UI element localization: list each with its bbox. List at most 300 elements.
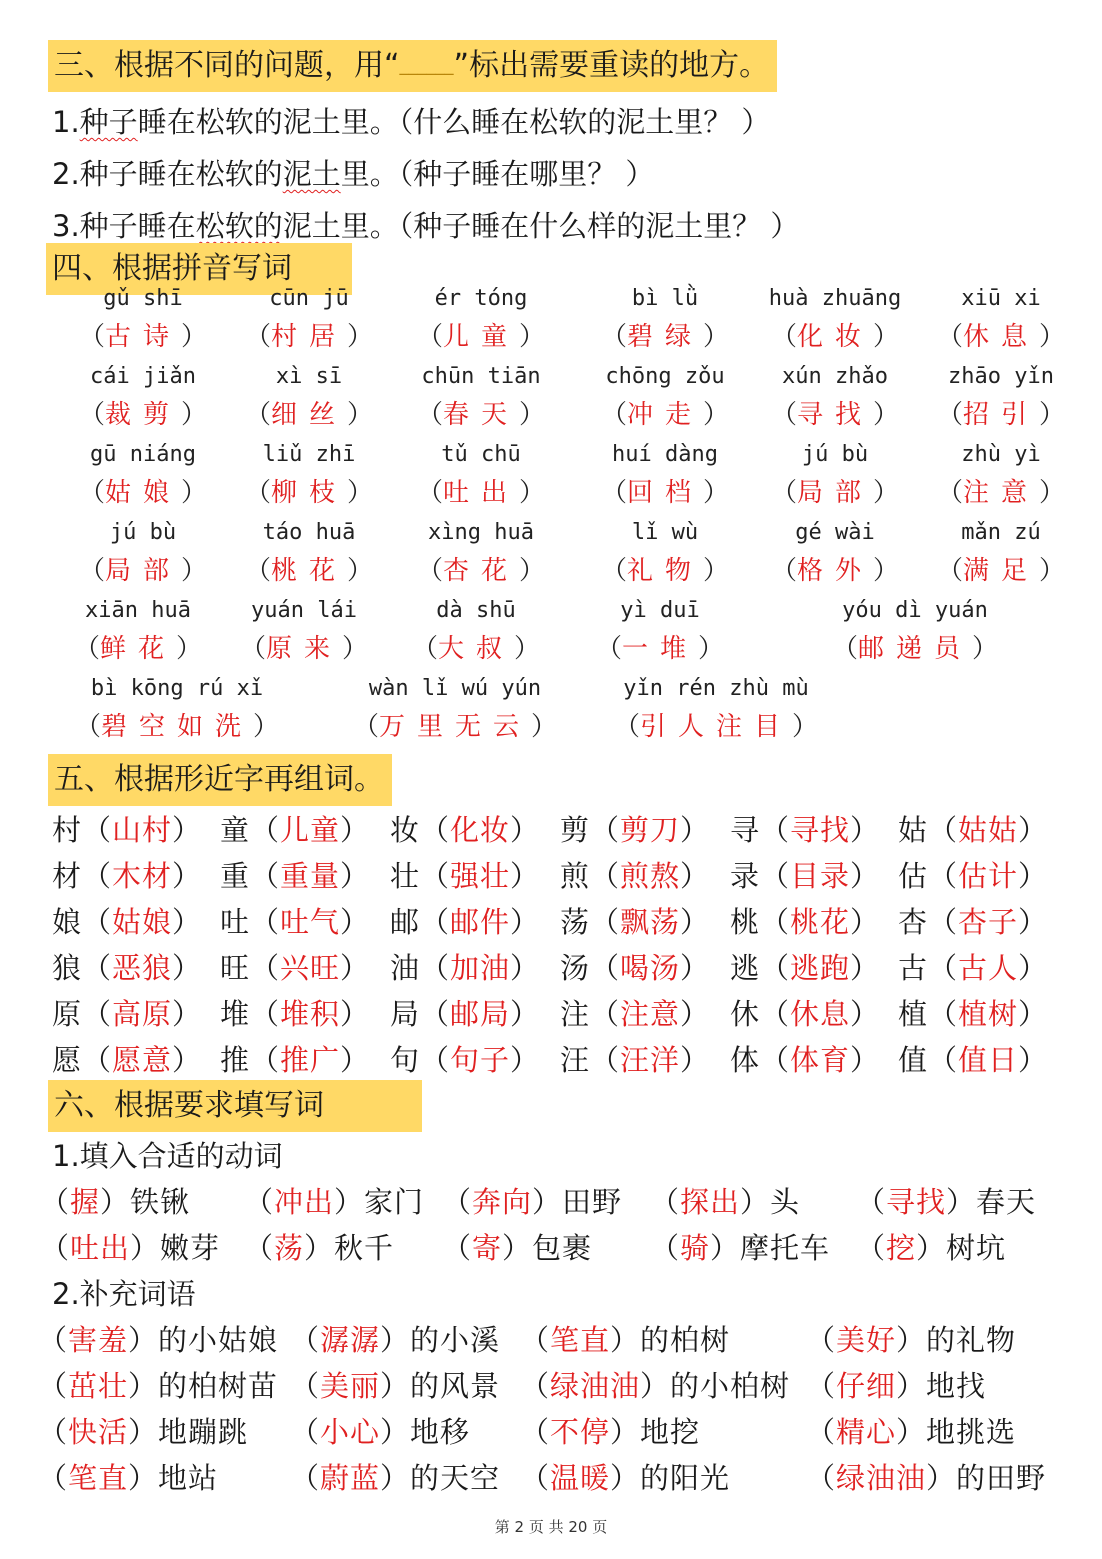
base-char: 剪: [560, 813, 591, 847]
paren-close: ）: [532, 1185, 563, 1219]
similar-char-item: [898, 992, 1048, 1033]
pinyin-label: huí dàng: [612, 442, 718, 467]
pinyin-answer: [224, 472, 394, 509]
paren-open: （: [416, 322, 443, 352]
similar-char-item: [560, 1038, 710, 1079]
paren-close: ）: [873, 400, 900, 430]
paren-close: ）: [1018, 951, 1049, 985]
formed-word: 值日: [958, 1043, 1019, 1077]
phrase-fill-item: [520, 1456, 730, 1497]
paren-open: （: [760, 813, 791, 847]
paren-close: ）: [347, 478, 374, 508]
paren-close: ）: [873, 556, 900, 586]
paren-close: ）: [916, 1231, 947, 1265]
paren-open: （: [290, 1461, 321, 1495]
pinyin-label: yuán lái: [251, 598, 357, 623]
section-4-title: 四、根据拼音写词: [46, 243, 352, 295]
paren-open: （: [856, 1231, 887, 1265]
base-char: 汤: [560, 951, 591, 985]
formed-word: 喝汤: [620, 951, 681, 985]
paren-open: （: [82, 813, 113, 847]
base-char: 油: [390, 951, 421, 985]
paren-close: ）: [340, 1043, 371, 1077]
pinyin-label: zhù yì: [961, 442, 1041, 467]
pinyin-answer: [224, 394, 394, 431]
formed-word: 木材: [112, 859, 173, 893]
formed-word: 句子: [450, 1043, 511, 1077]
pinyin-answer: [396, 394, 566, 431]
paren-open: （: [290, 1415, 321, 1449]
paren-open: （: [290, 1369, 321, 1403]
base-char: 估: [898, 859, 929, 893]
base-char: 桃: [730, 905, 761, 939]
paren-close: ）: [181, 322, 208, 352]
phrase-fill-item: [806, 1410, 1016, 1451]
phrase-answer: 绿油油: [550, 1369, 641, 1403]
base-char: 娘: [52, 905, 83, 939]
paren-close: ）: [340, 997, 371, 1031]
paren-close: ）: [850, 997, 881, 1031]
paren-open: （: [250, 1043, 281, 1077]
pinyin-label: chōng zǒu: [605, 364, 725, 389]
paren-close: ）: [710, 1231, 741, 1265]
paren-close: ）: [792, 712, 819, 742]
pinyin-label: xiān huā: [85, 598, 191, 623]
similar-char-item: [730, 946, 880, 987]
verb-object: 铁锹: [130, 1185, 191, 1219]
verb-object: 家门: [364, 1185, 425, 1219]
phrase-noun: 地挑选: [926, 1415, 1017, 1449]
paren-close: ）: [172, 905, 203, 939]
base-char: 旺: [220, 951, 251, 985]
answer-word: 满足: [962, 556, 1039, 586]
paren-close: ）: [380, 1415, 411, 1449]
verb-fill-item: [244, 1226, 394, 1267]
paren-open: （: [590, 813, 621, 847]
formed-word: 山村: [112, 813, 173, 847]
answer-word: 万里无云: [378, 712, 531, 742]
phrase-answer: 笔直: [550, 1323, 611, 1357]
paren-close: ）: [181, 400, 208, 430]
similar-char-item: [52, 946, 202, 987]
similar-char-item: [52, 900, 202, 941]
verb-fill-item: [856, 1226, 1006, 1267]
formed-word: 邮局: [450, 997, 511, 1031]
phrase-noun: 的小姑娘: [158, 1323, 279, 1357]
formed-word: 重量: [280, 859, 341, 893]
answer-word: 格外: [796, 556, 873, 586]
pinyin-label: táo huā: [262, 520, 356, 545]
verb-answer: 探出: [680, 1185, 741, 1219]
answer-word: 一堆: [621, 634, 698, 664]
paren-close: ）: [340, 813, 371, 847]
formed-word: 煎熬: [620, 859, 681, 893]
answer-word: 裁剪: [104, 400, 181, 430]
verb-object: 嫩芽: [160, 1231, 221, 1265]
paren-close: ）: [1039, 556, 1066, 586]
formed-word: 推广: [280, 1043, 341, 1077]
paren-open: （: [928, 1043, 959, 1077]
verb-object: 田野: [562, 1185, 623, 1219]
paren-open: （: [595, 634, 622, 664]
pinyin-answer: [396, 472, 566, 509]
paren-close: ）: [128, 1369, 159, 1403]
pinyin-label: gé wài: [795, 520, 875, 545]
phrase-answer: 害羞: [68, 1323, 129, 1357]
base-char: 原: [52, 997, 83, 1031]
answer-word: 注意: [962, 478, 1039, 508]
similar-char-item: [390, 992, 540, 1033]
base-char: 杏: [898, 905, 929, 939]
answer-word: 大叔: [437, 634, 514, 664]
verb-fill-item: [442, 1180, 622, 1221]
phrase-fill-item: [38, 1364, 278, 1405]
paren-close: ）: [253, 712, 280, 742]
paren-open: （: [520, 1415, 551, 1449]
answer-word: 寻找: [796, 400, 873, 430]
paren-close: ）: [172, 813, 203, 847]
paren-close: ）: [703, 400, 730, 430]
paren-open: （: [290, 1323, 321, 1357]
paren-close: ）: [380, 1461, 411, 1495]
paren-open: （: [590, 905, 621, 939]
paren-open: （: [82, 905, 113, 939]
paren-open: （: [82, 997, 113, 1031]
paren-open: （: [760, 997, 791, 1031]
paren-close: ）: [680, 905, 711, 939]
pinyin-label: yóu dì yuán: [842, 598, 988, 623]
similar-char-item: [52, 1038, 202, 1079]
phrase-fill-item: [290, 1318, 500, 1359]
pinyin-label: yì duī: [620, 598, 700, 623]
verb-answer: 冲出: [274, 1185, 335, 1219]
answer-word: 桃花: [270, 556, 347, 586]
base-char: 童: [220, 813, 251, 847]
sec3-item-1: 1.种子睡在松软的泥土里。（什么睡在松软的泥土里？ ）: [52, 105, 771, 139]
paren-close: ）: [380, 1323, 411, 1357]
pinyin-label: tǔ chū: [441, 442, 521, 467]
similar-char-item: [730, 854, 880, 895]
pinyin-answer: [224, 550, 394, 587]
similar-char-item: [220, 946, 370, 987]
similar-char-item: [52, 808, 202, 849]
phrase-answer: 快活: [68, 1415, 129, 1449]
paren-close: ）: [510, 859, 541, 893]
phrase-answer: 美好: [836, 1323, 897, 1357]
pinyin-answer: [596, 706, 836, 743]
paren-close: ）: [519, 556, 546, 586]
paren-close: ）: [680, 813, 711, 847]
formed-word: 堆积: [280, 997, 341, 1031]
phrase-answer: 茁壮: [68, 1369, 129, 1403]
paren-open: （: [770, 556, 797, 586]
paren-close: ）: [850, 1043, 881, 1077]
similar-char-item: [730, 900, 880, 941]
phrase-fill-item: [290, 1364, 500, 1405]
paren-close: ）: [502, 1231, 533, 1265]
phrase-answer: 温暖: [550, 1461, 611, 1495]
paren-open: （: [38, 1323, 69, 1357]
paren-open: （: [770, 400, 797, 430]
paren-open: （: [78, 556, 105, 586]
paren-close: ）: [128, 1415, 159, 1449]
verb-answer: 荡: [274, 1231, 305, 1265]
paren-open: （: [420, 905, 451, 939]
paren-open: （: [411, 634, 438, 664]
phrase-fill-item: [38, 1318, 278, 1359]
paren-close: ）: [610, 1415, 641, 1449]
verb-answer: 握: [70, 1185, 101, 1219]
verb-object: 春天: [976, 1185, 1037, 1219]
sec6-subtitle-2: 2.补充词语: [52, 1277, 196, 1311]
page-footer: 第 2 页 共 20 页: [494, 1518, 608, 1536]
answer-word: 姑娘: [104, 478, 181, 508]
formed-word: 休息: [790, 997, 851, 1031]
base-char: 休: [730, 997, 761, 1031]
phrase-noun: 的风景: [410, 1369, 501, 1403]
paren-open: （: [244, 1185, 275, 1219]
pinyin-label: cái jiǎn: [90, 364, 196, 389]
similar-char-item: [390, 808, 540, 849]
paren-open: （: [770, 322, 797, 352]
pinyin-label: chūn tiān: [421, 364, 541, 389]
similar-char-item: [730, 808, 880, 849]
phrase-fill-item: [520, 1318, 730, 1359]
pinyin-label: xì sī: [275, 364, 343, 389]
answer-word: 冲走: [626, 400, 703, 430]
pinyin-label: yǐn rén zhù mù: [623, 676, 809, 701]
base-char: 壮: [390, 859, 421, 893]
answer-word: 邮递员: [857, 634, 972, 664]
paren-open: （: [760, 859, 791, 893]
formed-word: 目录: [790, 859, 851, 893]
paren-close: ）: [510, 951, 541, 985]
formed-word: 恶狼: [112, 951, 173, 985]
formed-word: 逃跑: [790, 951, 851, 985]
paren-close: ）: [181, 556, 208, 586]
paren-open: （: [416, 478, 443, 508]
paren-open: （: [244, 400, 271, 430]
phrase-answer: 小心: [320, 1415, 381, 1449]
phrase-answer: 仔细: [836, 1369, 897, 1403]
paren-close: ）: [1018, 1043, 1049, 1077]
pinyin-answer: [750, 472, 920, 509]
similar-char-item: [390, 1038, 540, 1079]
paren-open: （: [760, 951, 791, 985]
phrase-noun: 的小溪: [410, 1323, 501, 1357]
similar-char-item: [220, 1038, 370, 1079]
phrase-fill-item: [290, 1456, 500, 1497]
pinyin-answer: [224, 628, 384, 665]
paren-open: （: [250, 813, 281, 847]
verb-fill-item: [244, 1180, 424, 1221]
paren-open: （: [600, 556, 627, 586]
answer-word: 局部: [104, 556, 181, 586]
pinyin-answer: [58, 472, 228, 509]
similar-char-item: [560, 854, 710, 895]
similar-char-item: [898, 900, 1048, 941]
formed-word: 加油: [450, 951, 511, 985]
pinyin-label: bì lǜ: [631, 286, 699, 311]
phrase-noun: 的田野: [956, 1461, 1047, 1495]
paren-close: ）: [380, 1369, 411, 1403]
answer-word: 碧绿: [626, 322, 703, 352]
paren-close: ）: [347, 556, 374, 586]
sec3-item-3: 3.种子睡在松软的泥土里。（种子睡在什么样的泥土里？ ）: [52, 209, 800, 243]
paren-open: （: [250, 997, 281, 1031]
pinyin-label: ér tóng: [434, 286, 528, 311]
base-char: 煎: [560, 859, 591, 893]
paren-close: ）: [740, 1185, 771, 1219]
base-char: 村: [52, 813, 83, 847]
base-char: 堆: [220, 997, 251, 1031]
similar-char-item: [898, 946, 1048, 987]
similar-char-item: [560, 946, 710, 987]
paren-close: ）: [640, 1369, 671, 1403]
formed-word: 化妆: [450, 813, 511, 847]
pinyin-label: gǔ shī: [103, 286, 183, 311]
base-char: 荡: [560, 905, 591, 939]
phrase-noun: 地站: [158, 1461, 219, 1495]
phrase-noun: 的阳光: [640, 1461, 731, 1495]
verb-object: 摩托车: [740, 1231, 831, 1265]
phrase-answer: 蔚蓝: [320, 1461, 381, 1495]
answer-word: 细丝: [270, 400, 347, 430]
phrase-answer: 美丽: [320, 1369, 381, 1403]
phrase-fill-item: [806, 1456, 1046, 1497]
pinyin-answer: [58, 628, 218, 665]
paren-close: ）: [1039, 400, 1066, 430]
paren-close: ）: [342, 634, 369, 664]
paren-close: ）: [703, 478, 730, 508]
answer-word: 礼物: [626, 556, 703, 586]
paren-open: （: [520, 1323, 551, 1357]
answer-word: 柳枝: [270, 478, 347, 508]
paren-close: ）: [1018, 997, 1049, 1031]
paren-open: （: [420, 859, 451, 893]
pinyin-label: xún zhǎo: [782, 364, 888, 389]
pinyin-answer: [820, 628, 1010, 665]
sec3-item-2: 2.种子睡在松软的泥土里。（种子睡在哪里？ ）: [52, 157, 655, 191]
paren-close: ）: [680, 997, 711, 1031]
paren-open: （: [936, 322, 963, 352]
paren-close: ）: [850, 951, 881, 985]
paren-close: ）: [1039, 322, 1066, 352]
formed-word: 估计: [958, 859, 1019, 893]
formed-word: 儿童: [280, 813, 341, 847]
phrase-noun: 的礼物: [926, 1323, 1017, 1357]
phrase-answer: 不停: [550, 1415, 611, 1449]
paren-open: （: [831, 634, 858, 664]
paren-close: ）: [172, 997, 203, 1031]
paren-close: ）: [510, 1043, 541, 1077]
formed-word: 强壮: [450, 859, 511, 893]
base-char: 汪: [560, 1043, 591, 1077]
pinyin-answer: [750, 316, 920, 353]
base-char: 妆: [390, 813, 421, 847]
base-char: 注: [560, 997, 591, 1031]
paren-close: ）: [334, 1185, 365, 1219]
pinyin-answer: [52, 706, 302, 743]
pinyin-label: mǎn zú: [961, 520, 1041, 545]
pinyin-label: huà zhuāng: [768, 286, 902, 311]
pinyin-answer: [580, 472, 750, 509]
answer-word: 引人注目: [639, 712, 792, 742]
formed-word: 吐气: [280, 905, 341, 939]
similar-char-item: [390, 854, 540, 895]
paren-open: （: [928, 997, 959, 1031]
pinyin-label: xìng huā: [428, 520, 534, 545]
formed-word: 寻找: [790, 813, 851, 847]
paren-open: （: [73, 634, 100, 664]
phrase-noun: 地移: [410, 1415, 471, 1449]
paren-close: ）: [340, 859, 371, 893]
phrase-noun: 地蹦跳: [158, 1415, 249, 1449]
verb-fill-item: [40, 1180, 190, 1221]
base-char: 邮: [390, 905, 421, 939]
formed-word: 姑娘: [112, 905, 173, 939]
section-5-title: 五、根据形近字再组词。: [48, 754, 392, 806]
paren-open: （: [244, 556, 271, 586]
paren-open: （: [38, 1415, 69, 1449]
formed-word: 愿意: [112, 1043, 173, 1077]
paren-close: ）: [519, 400, 546, 430]
pinyin-answer: [916, 316, 1086, 353]
formed-word: 邮件: [450, 905, 511, 939]
similar-char-item: [390, 900, 540, 941]
paren-close: ）: [896, 1369, 927, 1403]
phrase-fill-item: [520, 1410, 700, 1451]
paren-close: ）: [510, 997, 541, 1031]
base-char: 体: [730, 1043, 761, 1077]
verb-fill-item: [650, 1180, 800, 1221]
pinyin-answer: [580, 628, 740, 665]
formed-word: 体育: [790, 1043, 851, 1077]
paren-open: （: [442, 1231, 473, 1265]
similar-char-item: [560, 992, 710, 1033]
paren-open: （: [770, 478, 797, 508]
base-char: 古: [898, 951, 929, 985]
paren-open: （: [82, 951, 113, 985]
phrase-fill-item: [520, 1364, 790, 1405]
paren-close: ）: [510, 813, 541, 847]
similar-char-item: [220, 854, 370, 895]
pinyin-answer: [580, 550, 750, 587]
paren-close: ）: [1018, 813, 1049, 847]
paren-close: ）: [610, 1323, 641, 1357]
paren-close: ）: [519, 478, 546, 508]
paren-close: ）: [1018, 859, 1049, 893]
phrase-fill-item: [806, 1364, 986, 1405]
phrase-noun: 的柏树: [640, 1323, 731, 1357]
base-char: 值: [898, 1043, 929, 1077]
similar-char-item: [560, 808, 710, 849]
paren-open: （: [82, 859, 113, 893]
verb-fill-item: [442, 1226, 592, 1267]
paren-open: （: [806, 1461, 837, 1495]
pinyin-answer: [916, 472, 1086, 509]
paren-close: ）: [531, 712, 558, 742]
paren-close: ）: [896, 1415, 927, 1449]
formed-word: 飘荡: [620, 905, 681, 939]
formed-word: 植树: [958, 997, 1019, 1031]
similar-char-item: [898, 1038, 1048, 1079]
paren-close: ）: [850, 859, 881, 893]
paren-close: ）: [873, 478, 900, 508]
answer-word: 村居: [270, 322, 347, 352]
paren-open: （: [928, 905, 959, 939]
paren-open: （: [420, 1043, 451, 1077]
